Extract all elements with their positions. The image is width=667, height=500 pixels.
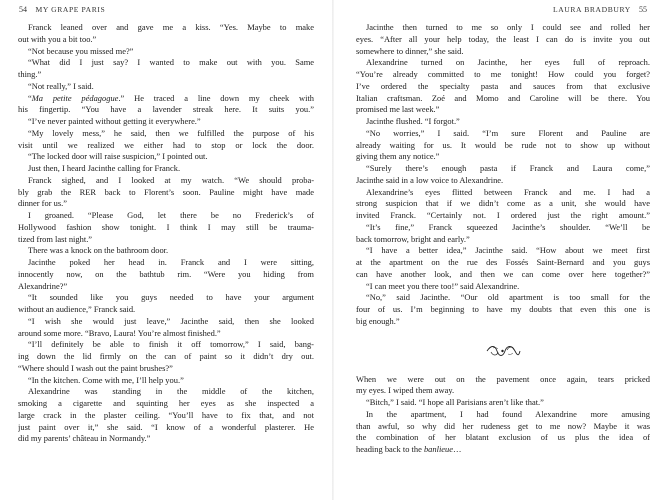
text-line: visit until we realized we either had to stop or lock the door.: [18, 139, 314, 150]
left-running-head: [19, 5, 105, 14]
text-line: without an audience,” Franck said.: [18, 304, 136, 314]
text-line: Jacinthe poked her head in. Franck and I were sitting,: [28, 257, 314, 267]
text-line: smoking a cigarette and squinting her eyes as she inspected a: [18, 398, 314, 408]
section-break-ornament-icon: [356, 328, 650, 374]
text-line: Franck leaned over and gave me a kiss. “Yes. Maybe to make: [28, 22, 314, 32]
text-line: “It sounded like you guys needed to have your argument: [28, 292, 314, 303]
text-line: big enough.”: [356, 315, 400, 326]
text-line: invited Franck. “Certainly not. I ordered just the right amount.”: [356, 210, 650, 220]
text-line: Franck sighed, and I looked at my watch. “We should proba-: [28, 174, 314, 185]
text-line: “Not really,” I said.: [28, 80, 94, 91]
text-line: “I’ll definitely be able to finish it off tomorrow,” I said, bang-: [28, 339, 314, 350]
text-line: “Where should I wash out the paint brushes?”: [18, 362, 173, 373]
text-line: Hollywood fashion show tonight. I think I may still be trauma-: [18, 221, 314, 232]
text-line: Just then, I heard Jacinthe calling for Franck.: [28, 163, 181, 173]
text-line: innocently now, on the bathtub rim. “Were you hiding from: [18, 268, 314, 279]
text-line: Alexandrine?”: [18, 280, 68, 291]
text-line: the combination of her blatant exclusion of us plus the idea of: [356, 432, 650, 443]
text-line: giving them any notice.”: [356, 151, 440, 162]
text-line: my eyes. I wiped them away.: [356, 385, 455, 396]
text-line: heading back to the banlieue…: [356, 444, 462, 454]
text-line: “Surely there’s enough pasta if Franck and Laura come,”: [366, 163, 650, 173]
text-line: “It’s fine,” Franck squeezed Jacinthe’s shoulder. “We’ll be: [366, 221, 650, 232]
text-line: Alexandrine’s eyes flitted between Franck and me. I had a: [366, 186, 650, 197]
text-line: “My lovely mess,” he said, then we fulfilled the purpose of his: [28, 127, 314, 138]
text-line: When we were out on the pavement once again, tears pricked: [356, 373, 650, 384]
left-page: [0, 0, 333, 500]
text-line: “What did I just say? I wanted to make out with you. Same: [28, 57, 314, 68]
text-line: ing down the lid firmly on the can of paint so it didn’t dry out.: [18, 351, 314, 361]
text-line: already waiting for us. It would be rude not to show up without: [356, 139, 650, 150]
text-line: Jacinthe then turned to me so only I could see and rolled her: [366, 22, 650, 32]
text-line: I’ve ordered the specialty pasta and sauces from that exclusive: [356, 80, 650, 91]
text-line: “I wish she would just leave,” Jacinthe said, then she looked: [28, 315, 314, 326]
text-line: “Not because you missed me?”: [28, 45, 134, 56]
text-line: Italian craftsman. Zoé and Momo and Caroline will be there. You: [356, 92, 650, 103]
text-line: Jacinthe flushed. “I forgot.”: [366, 116, 460, 126]
right-running-head: [553, 5, 647, 14]
text-line: “I’ve never painted without getting it everywhere.”: [28, 116, 201, 126]
running-head-author: LAURA BRADBURY: [552, 5, 631, 14]
text-line: thing.”: [18, 69, 42, 79]
text-line: In the apartment, I had found Alexandrine more amusing: [366, 408, 650, 419]
text-line: tized from last night.”: [18, 233, 93, 244]
right-page: [334, 0, 667, 500]
text-line: dinner for us.”: [18, 198, 67, 209]
text-line: at the apartment on the rue des Fossés Saint-Bernard and you guys: [356, 257, 650, 267]
left-body-text: [18, 22, 314, 445]
text-line: “No worries,” I said. “I’m sure Florent and Pauline are: [366, 127, 650, 138]
text-line: “I can meet you there too!” said Alexandrine.: [366, 280, 520, 291]
text-line: somewhere to dinner,” she said.: [356, 45, 464, 56]
text-line: There was a knock on the bathroom door.: [28, 245, 169, 256]
text-line: “I have a better idea,” Jacinthe said. “How about we meet first: [366, 245, 650, 256]
text-line: did my parents’ château in Normandy.”: [18, 433, 151, 444]
text-line: I groaned. “Please God, let there be no Frederick’s of: [28, 210, 314, 220]
text-line: promised me last week.”: [356, 104, 440, 115]
text-line: his fingertip. “You have a lavender streak here. It suits you.”: [18, 104, 314, 115]
text-line: eyes. “After all your help today, the least I can do is invite you out: [356, 33, 650, 44]
text-line: large crack in the plaster ceiling. “You’ll have to fix that, and not: [18, 409, 314, 420]
text-line: can have another look, and then we can come over here together?”: [356, 268, 650, 279]
text-line: “No,” said Jacinthe. “Our old apartment is too small for the: [366, 292, 650, 303]
text-line: Jacinthe said in a low voice to Alexandrine.: [356, 174, 504, 185]
text-line: “In the kitchen. Come with me, I’ll help you.”: [28, 374, 184, 385]
text-line: four of us. I’m beginning to have my doubts that even this one is: [356, 304, 650, 314]
text-line: around some more. “Bravo, Laura! You’re almost finished.”: [18, 327, 221, 338]
text-line: Alexandrine was standing in the middle of the kitchen,: [28, 386, 314, 397]
text-line: back tomorrow, bright and early.”: [356, 233, 470, 244]
text-line: out with you a bit too.”: [18, 33, 97, 44]
right-body-text: [356, 22, 650, 456]
text-line: just paint over it,” she said. “I know of a wonderful plasterer. He: [18, 421, 314, 432]
text-line: than awful, so why did her rudeness get to me now? Maybe it was: [356, 420, 650, 431]
text-line: “Ma petite pédagogue.” He traced a line down my cheek with: [28, 92, 314, 103]
text-line: strong suspicion that if we didn’t come as a unit, she would have: [356, 198, 650, 209]
page-number-right: 55: [639, 5, 647, 14]
text-line: bly grab the RER back to Florent’s soon. Pauline might have made: [18, 186, 314, 197]
running-head-title: MY GRAPE PARIS: [35, 5, 106, 14]
text-line: “Bitch,” I said. “I hope all Parisians aren’t like that.”: [366, 397, 544, 407]
text-line: “The locked door will raise suspicion,” I pointed out.: [28, 151, 208, 162]
text-line: Alexandrine turned on Jacinthe, her eyes full of reproach.: [366, 57, 650, 68]
text-line: “You’re already committed to me tonight! How could you forget?: [356, 69, 650, 79]
page-number-left: 54: [19, 5, 27, 14]
